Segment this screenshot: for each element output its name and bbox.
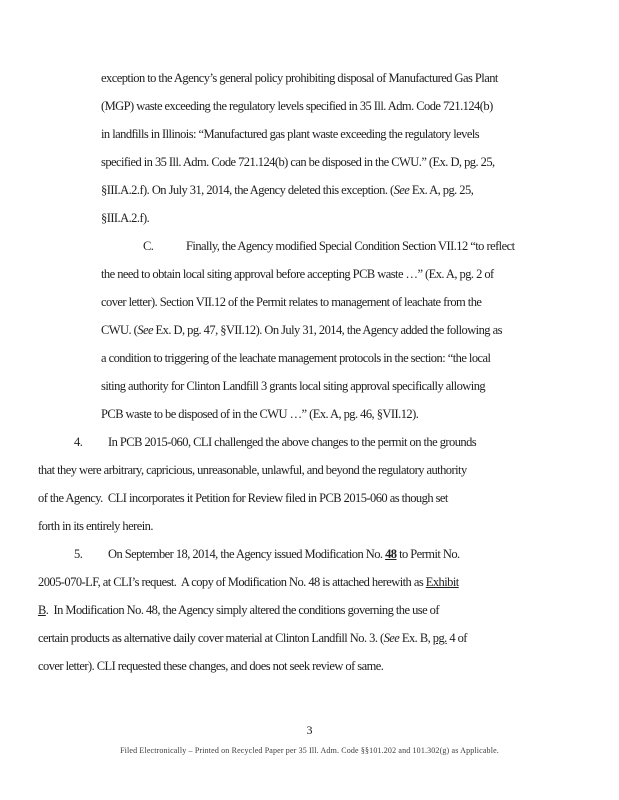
text-line	[38, 624, 598, 652]
text-line	[38, 484, 598, 512]
text-segment: siting authority for Clinton Landfill 3 grants local siting approval specifically allowing	[101, 379, 486, 393]
text-segment: Ex. B,	[399, 631, 433, 645]
text-segment: exception to the Agency’s general policy prohibiting disposal of Manufactured Gas Plant	[101, 71, 498, 85]
text-segment: the need to obtain local siting approval before accepting PCB waste …” (Ex. A, pg. 2 of	[101, 267, 494, 281]
text-segment: 5.	[74, 547, 83, 561]
text-segment: §III.A.2.f).	[101, 211, 150, 225]
text-segment: certain products as alternative daily cover material at Clinton Landfill No. 3. (	[38, 631, 384, 645]
text-line	[38, 400, 598, 428]
text-segment: 4.	[74, 435, 83, 449]
text-segment: Exhibit	[425, 575, 459, 589]
text-line	[38, 92, 598, 120]
text-segment: C.	[143, 239, 154, 253]
text-segment: to Permit No.	[396, 547, 460, 561]
text-segment: a condition to triggering of the leachate management protocols in the section: “the local	[101, 351, 491, 365]
text-line	[38, 428, 598, 456]
footer-text: Filed Electronically – Printed on Recycled Paper per 35 Ill. Adm. Code §§101.202 and 101.302(g) as Applicable.	[120, 746, 499, 755]
text-line	[38, 288, 598, 316]
text-segment: that they were arbitrary, capricious, unreasonable, unlawful, and beyond the regulatory authority	[38, 463, 467, 477]
text-segment: PCB waste to be disposed of in the CWU …” (Ex. A, pg. 46, §VII.12).	[101, 407, 419, 421]
text-segment: Ex. A, pg. 25,	[409, 183, 474, 197]
text-segment: Finally, the Agency modified Special Condition Section VII.12 “to reflect	[186, 239, 515, 253]
text-segment: cover letter). Section VII.12 of the Permit relates to management of leachate from the	[101, 295, 482, 309]
text-line	[38, 596, 598, 624]
text-line	[38, 344, 598, 372]
text-line	[38, 316, 598, 344]
page-number: 3	[306, 723, 313, 737]
text-line	[38, 120, 598, 148]
text-line	[38, 260, 598, 288]
text-line	[38, 540, 598, 568]
text-segment: On September 18, 2014, the Agency issued Modification No.	[108, 547, 386, 561]
text-segment: specified in 35 Ill. Adm. Code 721.124(b) can be disposed in the CWU.” (Ex. D, pg. 25,	[101, 155, 495, 169]
text-segment: See	[393, 183, 410, 197]
text-segment: of the Agency. CLI incorporates it Petition for Review filed in PCB 2015-060 as though set	[38, 491, 448, 505]
text-line	[38, 456, 598, 484]
text-line	[38, 652, 598, 680]
text-line	[38, 512, 598, 540]
text-line	[38, 64, 598, 92]
text-segment: pg.	[432, 631, 447, 645]
text-segment: 2005-070-LF, at CLI’s request. A copy of Modification No. 48 is attached herewith as	[38, 575, 426, 589]
text-segment: CWU. (	[101, 323, 138, 337]
text-segment: See	[137, 323, 153, 337]
text-segment: B	[38, 603, 46, 617]
text-line	[38, 204, 598, 232]
text-segment: Ex. D, pg. 47, §VII.12). On July 31, 2014, the Agency added the following as	[152, 323, 502, 337]
text-segment: §III.A.2.f). On July 31, 2014, the Agency deleted this exception. (	[101, 183, 394, 197]
text-line	[38, 148, 598, 176]
text-segment: . In Modification No. 48, the Agency simply altered the conditions governing the use of	[45, 603, 439, 617]
document-body	[38, 64, 598, 680]
text-line	[38, 372, 598, 400]
text-segment: in landfills in Illinois: “Manufactured gas plant waste exceeding the regulatory levels	[101, 127, 480, 141]
text-segment: 48	[385, 547, 397, 561]
text-line	[38, 568, 598, 596]
text-line	[38, 176, 598, 204]
text-segment: (MGP) waste exceeding the regulatory levels specified in 35 Ill. Adm. Code 721.124(b)	[101, 99, 493, 113]
text-segment: 4 of	[446, 631, 467, 645]
text-segment: In PCB 2015-060, CLI challenged the above changes to the permit on the grounds	[108, 435, 477, 449]
text-segment: cover letter). CLI requested these changes, and does not seek review of same.	[38, 659, 384, 673]
text-segment: forth in its entirely herein.	[38, 519, 153, 533]
text-line	[38, 232, 598, 260]
text-segment: See	[383, 631, 400, 645]
